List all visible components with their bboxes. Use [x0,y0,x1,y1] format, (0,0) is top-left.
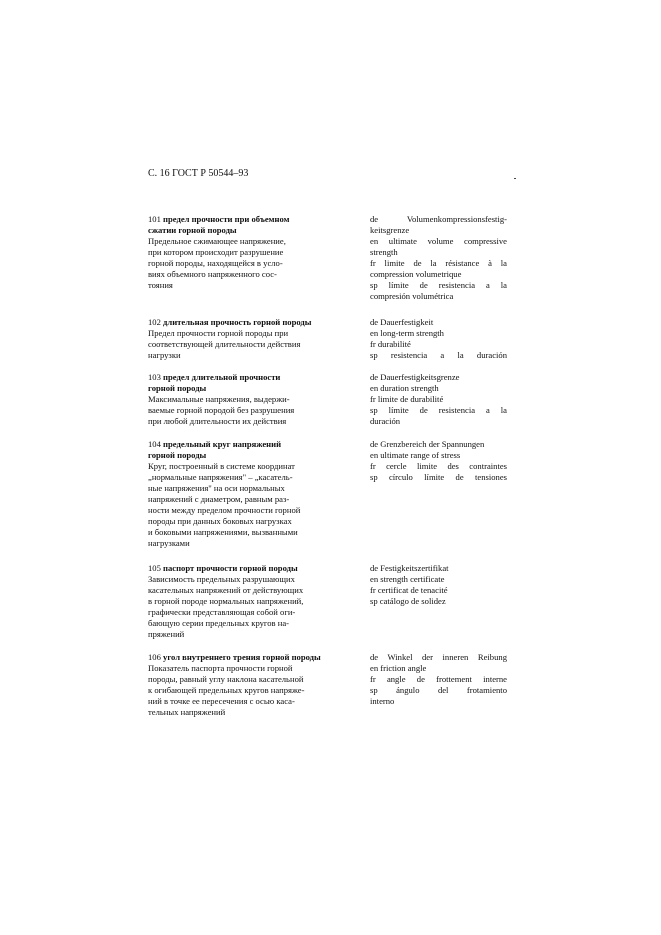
translations-column [370,439,507,483]
term-title-line [148,439,348,450]
translation-line: de Festigkeitszertifikat [370,563,449,573]
definition-line: Максимальные напряжения, выдержи- [148,394,290,404]
term-definition-column [148,563,348,640]
translation-line: compresión volumétrica [370,291,454,301]
term-title-line [148,317,348,328]
definition-line: ний в точке ее пересечения с осью каса- [148,696,295,706]
definition-line: нагрузки [148,350,181,360]
translation-line: fr durabilité [370,339,411,349]
definition-line: горной породы, находящейся в усло- [148,258,283,268]
translation-line: en long-term strength [370,328,444,338]
definition-line: породы при данных боковых нагрузках [148,516,292,526]
term-title-line [148,450,348,461]
translation-line: en friction angle [370,663,427,673]
translation-line: sp catálogo de solidez [370,596,446,606]
term-number: 102 [148,317,161,327]
scan-speck [514,178,516,179]
definition-line: в горной породе нормальных напряжений, [148,596,304,606]
definition-line: нагрузками [148,538,190,548]
definition-line: породы, равный углу наклона касательной [148,674,304,684]
definition-line: Зависимость предельных разрушающих [148,574,295,584]
definition-line: графически представляющая собой оги- [148,607,296,617]
term-title: угол внутреннего трения горной породы [163,652,321,662]
term-title: предел длительной прочности [163,372,281,382]
term-number: 104 [148,439,161,449]
translation-line: en strength certificate [370,574,445,584]
definition-line: и боковыми напряжениями, вызванными [148,527,298,537]
definition-line: соответствующей длительности действия [148,339,301,349]
translation-line: fr limite de la résistance à la [370,258,507,268]
term-title: сжатии горной породы [148,225,237,235]
translations-column [370,317,507,361]
definition-line: при любой длительности их действия [148,416,287,426]
term-title-line [148,372,348,383]
term-definition-column [148,317,348,361]
term-title: горной породы [148,383,207,393]
term-number: 101 [148,214,161,224]
translation-line: de Dauerfestigkeitsgrenze [370,372,460,382]
term-title-line [148,383,348,394]
definition-line: при котором происходит разрушение [148,247,284,257]
term-number: 106 [148,652,161,662]
translations-column [370,214,507,302]
term-definition-column [148,214,348,291]
term-title: предельный круг напряжений [163,439,282,449]
definition-line: Круг, построенный в системе координат [148,461,295,471]
definition-line: „нормальные напряжения" – „касатель- [148,472,293,482]
term-title: длительная прочность горной породы [163,317,312,327]
translation-line: sp límite de resistencia a la [370,280,507,290]
definition-line: напряжений с диаметром, равным раз- [148,494,290,504]
translation-line: compression volumetrique [370,269,462,279]
translation-line: fr angle de frottement interne [370,674,507,684]
translation-line: fr certificat de tenacité [370,585,448,595]
term-definition-column [148,372,348,427]
term-title-line [148,214,348,225]
translation-line: sp resistencia a la duración [370,350,507,360]
translation-line: en ultimate range of stress [370,450,461,460]
term-definition-column [148,439,348,549]
definition-line: касательных напряжений от действующих [148,585,304,595]
translation-line: sp ángulo del frotamiento [370,685,507,695]
term-number: 103 [148,372,161,382]
term-title-line [148,563,348,574]
definition-line: тояния [148,280,173,290]
translation-line: duración [370,416,401,426]
translation-line: interno [370,696,395,706]
definition-line: ности между пределом прочности горной [148,505,301,515]
translation-line: sp límite de resistencia a la [370,405,507,415]
translation-line: de Dauerfestigkeit [370,317,434,327]
term-title: предел прочности при объемном [163,214,290,224]
definition-line: Предел прочности горной породы при [148,328,289,338]
definition-line: бающую серии предельных кругов на- [148,618,290,628]
term-title-line [148,225,348,236]
definition-line: к огибающей предельных кругов напряже- [148,685,305,695]
translations-column [370,372,507,427]
term-definition-column [148,652,348,718]
definition-line: ные напряжения" на оси нормальных [148,483,285,493]
translation-line: de Grenzbereich der Spannungen [370,439,485,449]
definition-line: ваемые горной породой без разрушения [148,405,295,415]
term-number: 105 [148,563,161,573]
translations-column [370,563,507,607]
definition-line: тельных напряжений [148,707,226,717]
translation-line: en duration strength [370,383,439,393]
definition-line: пряжений [148,629,185,639]
term-title: горной породы [148,450,207,460]
translation-line: keitsgrenze [370,225,410,235]
definition-line: Показатель паспорта прочности горной [148,663,293,673]
translation-line: en ultimate volume compressive [370,236,507,246]
definition-line: виях объемного напряженного сос- [148,269,277,279]
translation-line: de Volumenkompressionsfestig- [370,214,507,224]
translation-line: sp círculo límite de tensiones [370,472,507,482]
translations-column [370,652,507,707]
definition-line: Предельное сжимающее напряжение, [148,236,286,246]
translation-line: fr cercle limite des contraintes [370,461,507,471]
translation-line: fr limite de durabilité [370,394,444,404]
page-header: С. 16 ГОСТ Р 50544–93 [148,168,249,179]
term-title-line [148,652,348,663]
translation-line: de Winkel der inneren Reibung [370,652,507,662]
translation-line: strength [370,247,398,257]
term-title: паспорт прочности горной породы [163,563,298,573]
